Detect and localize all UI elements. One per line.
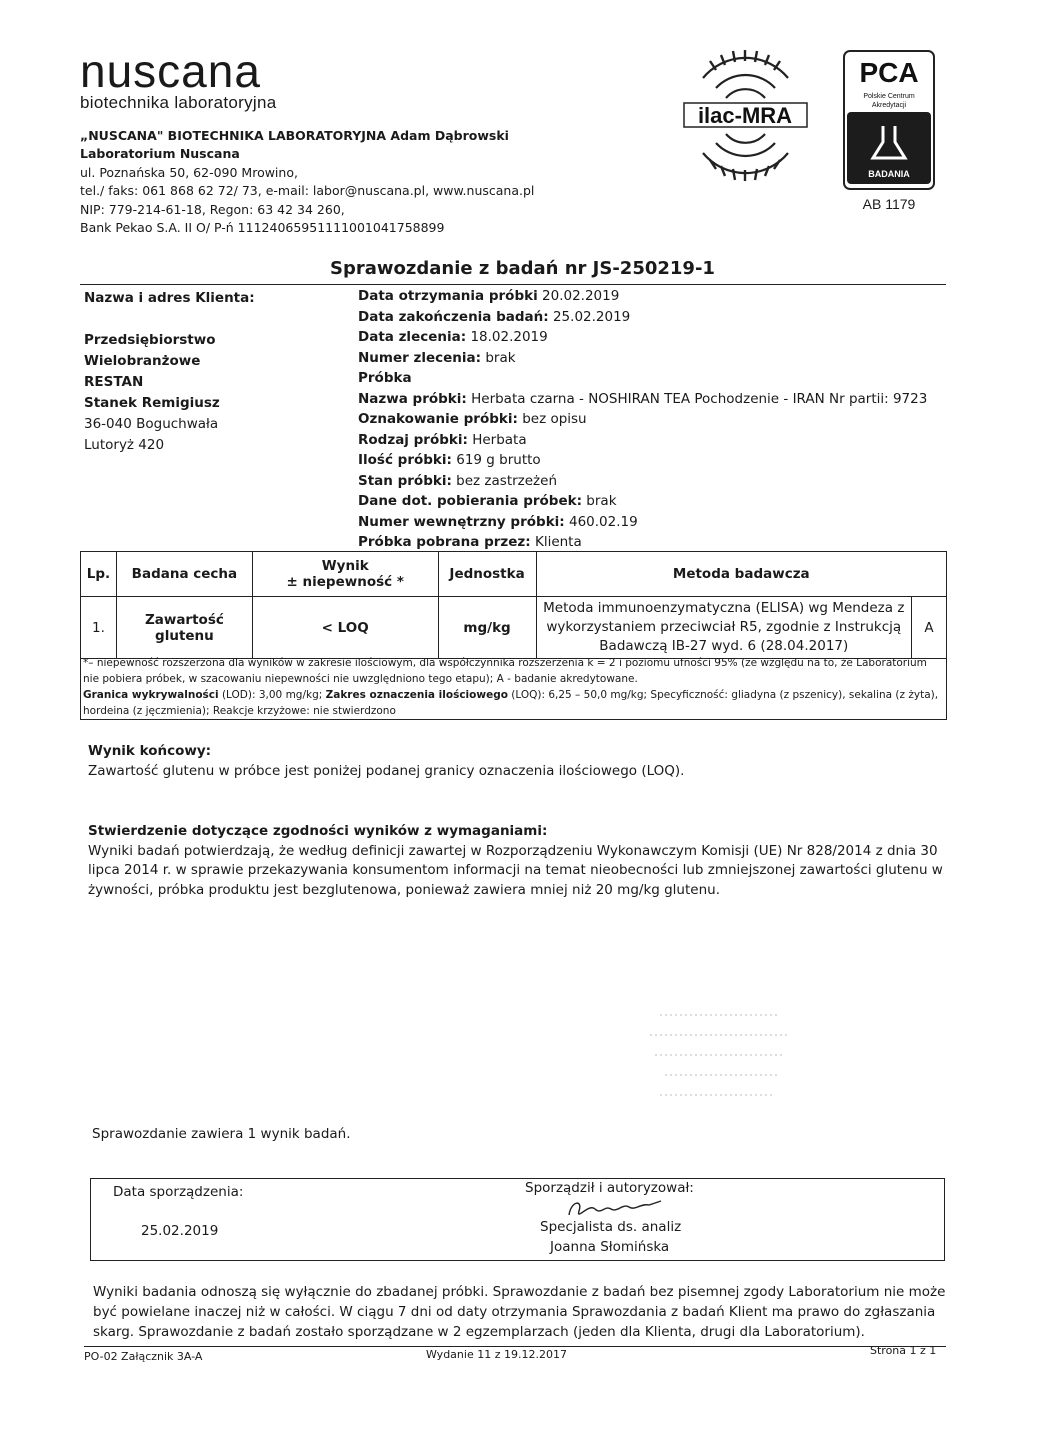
client-street: Lutoryż 420 (84, 437, 165, 453)
info-label: Próbka pobrana przez: (358, 534, 531, 550)
pca-accreditation-number: AB 1179 (862, 196, 916, 212)
info-label: Numer wewnętrzny próbki: (358, 513, 565, 530)
info-value: 619 g brutto (456, 452, 541, 468)
pca-accreditation-logo (843, 50, 935, 190)
conformity-heading: Stwierdzenie dotyczące zgodności wyników z wymaganiami: (88, 823, 548, 839)
info-label: Numer zlecenia: (358, 349, 482, 366)
col-header-feature: Badana cecha (116, 552, 252, 597)
footnote-line1: *– niepewność rozszerzona dla wyników w zakresie ilościowym, dla współczynnika rozszerzenia k = 2 i poziomu ufności 95% (ze względu na to, że Laboratorium (83, 657, 927, 669)
info-label: Próbka (358, 370, 412, 386)
conformity-line1: Wyniki badań potwierdzają, że według definicji zawartej w Rozporządzeniu Wykonawczym Komisji (UE) Nr 828/2014 z dnia 30 (88, 842, 938, 859)
cell-lp: 1. (81, 597, 117, 659)
footer-form-code: PO-02 Załącznik 3A-A (84, 1350, 203, 1363)
info-label: Nazwa próbki: (358, 390, 467, 407)
cell-method-line1: Metoda immunoenzymatyczna (ELISA) wg Mendeza z (543, 600, 905, 616)
company-logo: nuscana (80, 45, 261, 97)
faded-stamp-image (640, 1000, 800, 1110)
info-label: Data zlecenia: (358, 329, 467, 345)
info-value: brak (586, 493, 617, 509)
disclaimer-line3: skarg. Sprawozdanie z badań zostało sporządzane w 2 egzemplarzach (jeden dla Klienta, drugi dla Laboratorium). (93, 1324, 865, 1340)
info-row (358, 430, 948, 451)
info-value: brak (485, 349, 516, 366)
cell-result: < LOQ (252, 597, 438, 659)
footnote-line4: hordeina (z jęczmienia); Reakcje krzyżowe: nie stwierdzono (83, 705, 396, 717)
results-table (80, 551, 947, 659)
info-row (358, 389, 948, 410)
info-value: Herbata (472, 431, 527, 448)
pca-badge: BADANIA (868, 169, 910, 179)
info-row (358, 450, 948, 471)
col-header-result (252, 552, 438, 597)
info-row (358, 512, 948, 533)
client-block (84, 288, 334, 456)
footer-page-number: Strona 1 z 1 (870, 1344, 937, 1357)
disclaimer-line1: Wyniki badania odnoszą się wyłącznie do zbadanej próbki. Sprawozdanie z badań bez pisemnej zgody Laboratorium nie może (93, 1284, 946, 1300)
info-row (358, 327, 948, 348)
disclaimer (93, 1282, 953, 1342)
info-value: bez opisu (522, 411, 587, 427)
info-label: Stan próbki: (358, 472, 452, 489)
report-title: Sprawozdanie z badań nr JS-250219-1 (330, 258, 715, 279)
client-name-2: RESTAN (84, 374, 144, 390)
info-label: Oznakowanie próbki: (358, 411, 518, 427)
pca-logo-text: PCA (859, 57, 919, 88)
lab-name: Laboratorium Nuscana (80, 146, 240, 162)
company-nip: NIP: 779-214-61-18, Regon: 63 42 34 260, (80, 201, 345, 217)
table-footnote (80, 655, 947, 720)
sample-info-block (358, 286, 948, 553)
prepared-label: Sporządził i autoryzował: (525, 1180, 694, 1196)
info-value: Herbata czarna - NOSHIRAN TEA Pochodzenie - IRAN Nr partii: 9723 (471, 390, 928, 407)
signatory-role: Specjalista ds. analiz (540, 1219, 682, 1235)
results-count-note: Sprawozdanie zawiera 1 wynik badań. (92, 1126, 351, 1142)
final-result-text: Zawartość glutenu w próbce jest poniżej podanej granicy oznaczenia ilościowego (LOQ). (88, 762, 685, 779)
footnote-lod-label: Granica wykrywalności (83, 689, 219, 701)
footer-divider (84, 1346, 946, 1347)
client-city: 36-040 Boguchwała (84, 416, 219, 432)
table-row (81, 597, 947, 659)
col-header-result-line2: ± niepewność * (286, 574, 404, 590)
info-value: Klienta (534, 534, 582, 550)
company-logo-subtitle: biotechnika laboratoryjna (80, 93, 277, 112)
company-bank: Bank Pekao S.A. II O/ P-ń 11124065951111001041758899 (80, 220, 445, 236)
info-row (358, 286, 948, 307)
client-name-1: Przedsiębiorstwo Wielobranżowe (84, 332, 216, 369)
title-divider (80, 284, 946, 285)
conformity-section (88, 822, 948, 900)
info-value: bez zastrzeżeń (456, 472, 557, 489)
footnote-line3 (83, 687, 946, 703)
final-result-heading: Wynik końcowy: (88, 743, 212, 759)
signatory-name: Joanna Słomińska (550, 1239, 670, 1255)
disclaimer-line2: być powielane inaczej niż w całości. W ciągu 7 dni od daty otrzymania Sprawozdania z badań Klient ma prawo do zgłaszania (93, 1304, 936, 1320)
pca-line1: Polskie Centrum (863, 93, 915, 100)
signature-box (90, 1178, 945, 1261)
col-header-lp: Lp. (81, 552, 117, 597)
info-row (358, 532, 948, 553)
cell-unit: mg/kg (438, 597, 536, 659)
cell-method-line2: wykorzystaniem przeciwciał R5, zgodnie z Instrukcją (546, 619, 902, 635)
company-street: ul. Poznańska 50, 62-090 Mrowino, (80, 164, 298, 180)
ilac-mra-text: ilac-MRA (697, 103, 793, 128)
ilac-mra-logo (678, 48, 813, 183)
info-row (358, 348, 948, 369)
footnote-loq-label: Zakres oznaczenia ilościowego (325, 689, 508, 701)
info-value: 460.02.19 (569, 513, 638, 530)
info-row (358, 409, 948, 430)
info-label: Ilość próbki: (358, 452, 452, 468)
info-label: Data otrzymania próbki (358, 288, 538, 304)
company-name: „NUSCANA" BIOTECHNIKA LABORATORYJNA Adam Dąbrowski (80, 128, 509, 143)
footnote-line2: nie pobiera próbek, w szacowaniu niepewności nie uwzględniono tego etapu); A - badanie akredytowane. (83, 673, 638, 685)
final-result-section (88, 742, 948, 781)
info-label: Data zakończenia badań: (358, 308, 549, 325)
info-row (358, 471, 948, 492)
info-row (358, 491, 948, 512)
info-row (358, 368, 948, 389)
client-label: Nazwa i adres Klienta: (84, 290, 255, 306)
date-label: Data sporządzenia: (113, 1184, 244, 1200)
footnote-loq-value: (LOQ): 6,25 – 50,0 mg/kg; Specyficzność: gliadyna (z pszenicy), sekalina (z żyta), (507, 689, 939, 701)
info-label: Rodzaj próbki: (358, 431, 468, 448)
company-address-block (80, 127, 534, 237)
cell-method (536, 597, 911, 659)
footer-edition: Wydanie 11 z 19.12.2017 (426, 1348, 567, 1361)
info-value: 25.02.2019 (552, 308, 631, 325)
info-value: 18.02.2019 (470, 329, 548, 345)
cell-feature: Zawartość glutenu (116, 597, 252, 659)
date-value: 25.02.2019 (141, 1223, 219, 1239)
client-person: Stanek Remigiusz (84, 395, 220, 411)
footnote-lod-value: (LOD): 3,00 mg/kg; (218, 689, 326, 701)
pca-line2: Akredytacji (871, 102, 907, 109)
cell-accreditation-flag: A (912, 597, 947, 659)
col-header-unit: Jednostka (438, 552, 536, 597)
col-header-result-line1: Wynik (321, 558, 369, 574)
col-header-method: Metoda badawcza (536, 552, 946, 597)
conformity-line2: lipca 2014 r. w sprawie przekazywania konsumentom informacji na temat nieobecności lub zmniejszonej zawartości glutenu w (88, 862, 943, 878)
info-row (358, 307, 948, 328)
cell-method-line3: Badawczą IB-27 wyd. 6 (28.04.2017) (599, 638, 849, 654)
info-label: Dane dot. pobierania próbek: (358, 493, 582, 509)
table-header-row (81, 552, 947, 597)
company-contact: tel./ faks: 061 868 62 72/ 73, e-mail: labor@nuscana.pl, www.nuscana.pl (80, 183, 535, 199)
info-value: 20.02.2019 (542, 288, 620, 304)
conformity-line3: żywności, próbka produktu jest bezglutenowa, ponieważ zawiera mniej niż 20 mg/kg glutenu. (88, 881, 720, 898)
